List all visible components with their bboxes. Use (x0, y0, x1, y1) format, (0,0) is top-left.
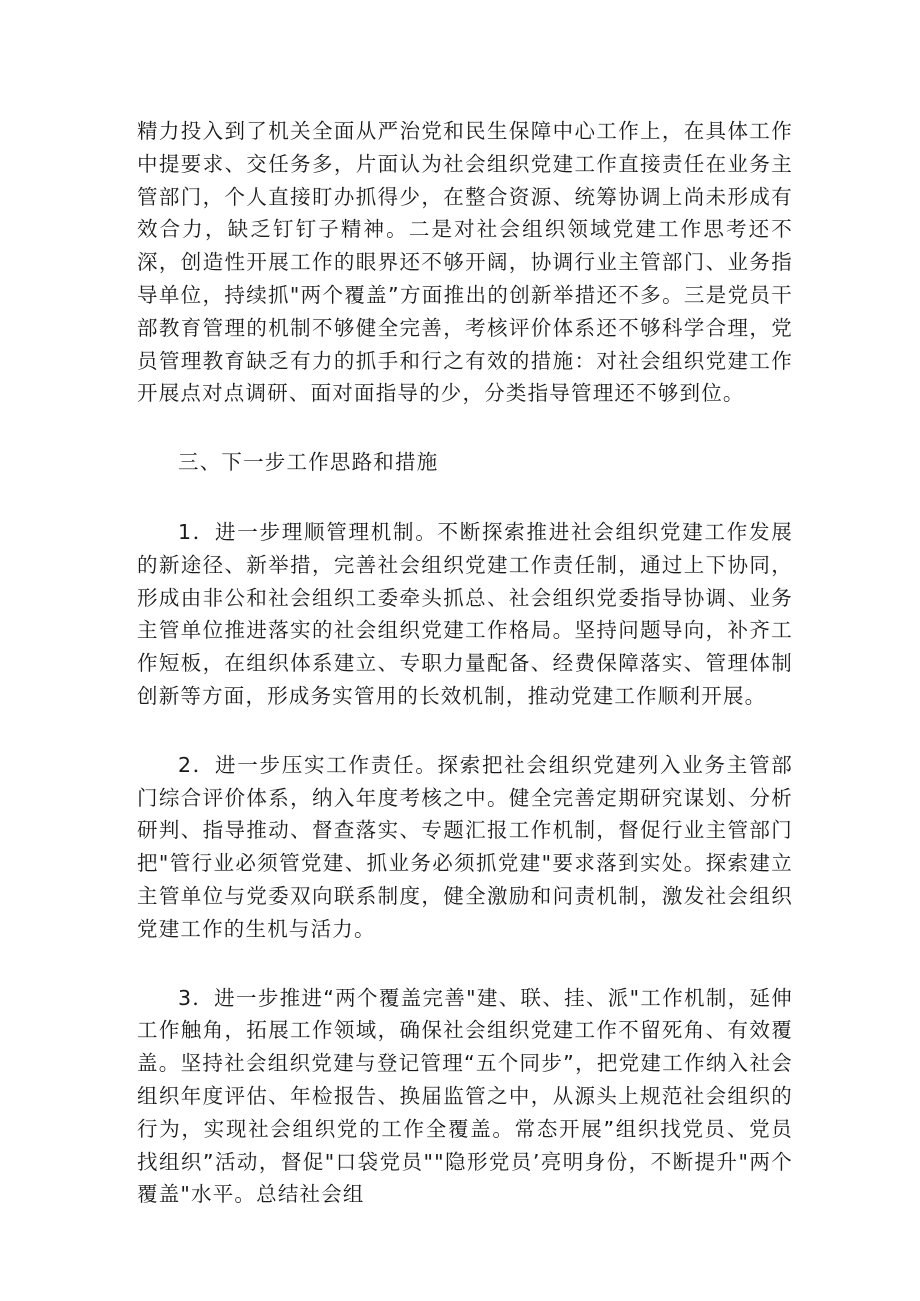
paragraph-item-2: 2．进一步压实工作责任。探索把社会组织党建列入业务主管部门综合评价体系，纳入年度考核之中。健全完善定期研究谋划、分析研判、指导推动、督查落实、专题汇报工作机制，督促行业主管部门把"管行业必须管党建、抓业务必须抓党建"要求落到实处。探索建立主管单位与党委双向联系制度，健全激励和问责机制，激发社会组织党建工作的生机与活力。 (137, 752, 793, 941)
section-heading: 三、下一步工作思路和措施 (178, 450, 439, 475)
paragraph-continued: 精力投入到了机关全面从严治党和民生保障中心工作上，在具体工作中提要求、交任务多，片面认为社会组织党建工作直接责任在业务主管部门，个人直接盯办抓得少，在整合资源、统筹协调上尚未形成有效合力，缺乏钉钉子精神。二是对社会组织领域党建工作思考还不深，创造性开展工作的眼界还不够开阔，协调行业主管部门、业务指导单位，持续抓"两个覆盖”方面推出的创新举措还不多。三是党员干部教育管理的机制不够健全完善，考核评价体系还不够科学合理，党员管理教育缺乏有力的抓手和行之有效的措施：对社会组织党建工作开展点对点调研、面对面指导的少，分类指导管理还不够到位。 (137, 119, 793, 406)
paragraph-item-1: 1．进一步理顺管理机制。不断探索推进社会组织党建工作发展的新途径、新举措，完善社会组织党建工作责任制，通过上下协同，形成由非公和社会组织工委牵头抓总、社会组织党委指导协调、业务主管单位推进落实的社会组织党建工作格局。坚持问题导向，补齐工作短板，在组织体系建立、专职力量配备、经费保障落实、管理体制创新等方面，形成务实管用的长效机制，推动党建工作顺利开展。 (137, 519, 793, 708)
document-body (137, 115, 793, 1211)
paragraph-item-3: 3．进一步推进“两个覆盖完善"建、联、挂、派"工作机制，延伸工作触角，拓展工作领域，确保社会组织党建工作不留死角、有效覆盖。坚持社会组织党建与登记管理“五个同步”，把党建工作纳入社会组织年度评估、年检报告、换届监管之中，从源头上规范社会组织的行为，实现社会组织党的工作全覆盖。常态开展”组织找党员、党员找组织”活动，督促"口袋党员""隐形党员’亮明身份，不断提升"两个覆盖"水平。总结社会组 (137, 985, 793, 1207)
